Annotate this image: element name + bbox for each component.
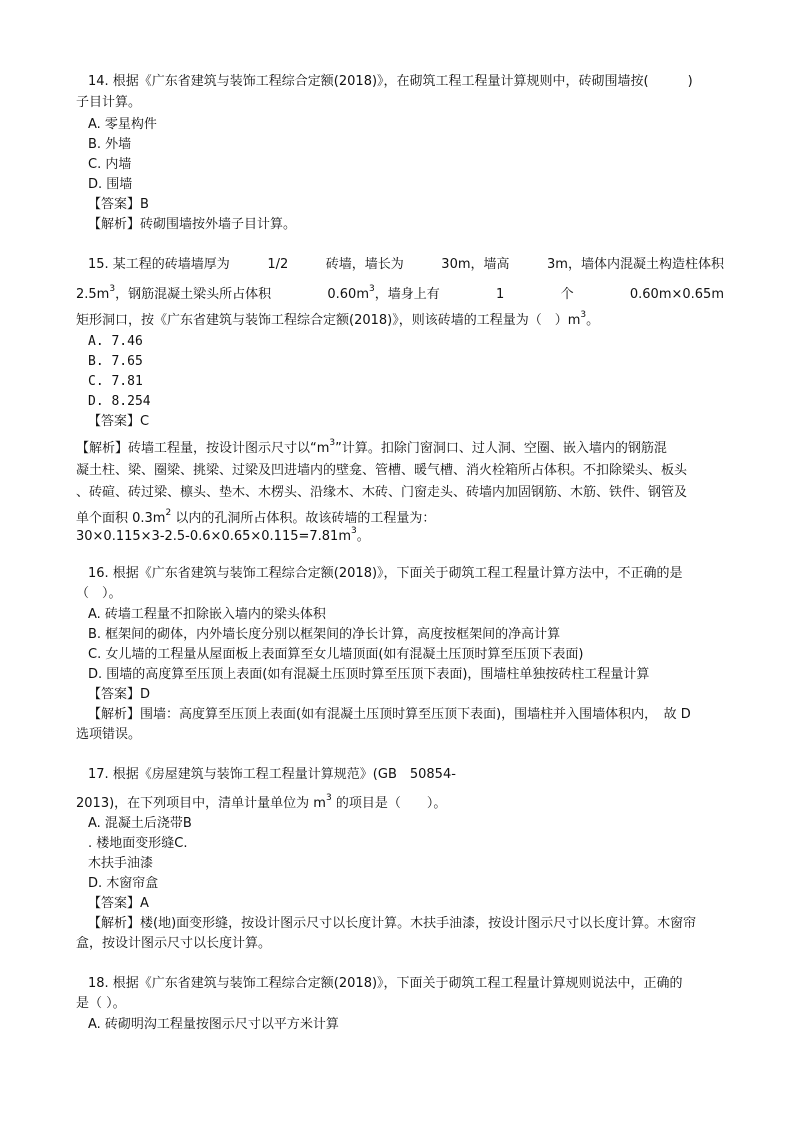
q16-option-c: C. 女儿墙的工程量从屋面板上表面算至女儿墙顶面(如有混凝土压顶时算至压顶下表面)	[88, 647, 584, 662]
q16-stem-line2: （ ）。	[76, 586, 122, 601]
q18-stem-line2: 是（ ）。	[76, 996, 126, 1011]
q15-line1-part: 3m，墙体内混凝土构造柱体积	[547, 257, 724, 272]
q14-answer: 【答案】B	[88, 197, 149, 212]
q15-option-d: D. 8.254	[88, 394, 151, 409]
q18-stem-line1: 18. 根据《广东省建筑与装饰工程综合定额(2018)》，下面关于砌筑工程工程量计算规则说法中，正确的	[88, 976, 683, 991]
q14-stem-line2: 子目计算。	[76, 95, 142, 110]
q17-option-c: 木扶手油漆	[88, 856, 154, 871]
q15-analysis-line2: 凝土柱、梁、圈梁、挑梁、过梁及凹进墙内的壁龛、管槽、暖气槽、消火栓箱所占体积。不扣除梁头、板头	[76, 463, 688, 478]
q15-line2-part: 个	[560, 287, 574, 302]
q14-option-c: C. 内墙	[88, 157, 132, 172]
q14-option-a: A. 零星构件	[88, 117, 157, 132]
q15-analysis-line3: 、砖碹、砖过梁、檩头、垫木、木楞头、沿缘木、木砖、门窗走头、砖墙内加固钢筋、木筋、铁件、钢管及	[76, 485, 688, 500]
q17-option-d: D. 木窗帘盒	[88, 876, 159, 891]
q15-option-b: B. 7.65	[88, 354, 143, 369]
q15-line2-part: $0.60m^3$，墙身上有	[327, 284, 440, 302]
q15-option-a: A. 7.46	[88, 334, 143, 349]
q15-stem-line1	[88, 256, 724, 274]
q15-analysis-line5: $30\times 0.115\times 3-2.5-0.6\times 0.65\times 0.115=7.81m^3$。	[76, 526, 370, 544]
q17-answer: 【答案】A	[88, 896, 149, 911]
q17-option-b: . 楼地面变形缝C.	[88, 836, 188, 851]
q15-stem-line3: 矩形洞口，按《广东省建筑与装饰工程综合定额(2018)》，则该砖墙的工程量为（ ）$m^3$。	[76, 310, 600, 328]
q16-analysis-line2: 选项错误。	[76, 727, 142, 742]
q16-analysis-line1: 【解析】围墙：高度算至压顶上表面(如有混凝土压顶时算至压顶下表面)，围墙柱并入围墙体积内， 故 D	[88, 707, 691, 722]
q15-line2-part: 0.60m×0.65m	[629, 287, 724, 302]
q17-option-a: A. 混凝土后浇带B	[88, 816, 192, 831]
q16-option-a: A. 砖墙工程量不扣除嵌入墙内的梁头体积	[88, 607, 326, 622]
q16-stem-line1: 16. 根据《广东省建筑与装饰工程综合定额(2018)》，下面关于砌筑工程工程量计算方法中，不正确的是	[88, 566, 683, 581]
q17-analysis-line1: 【解析】楼(地)面变形缝，按设计图示尺寸以长度计算。木扶手油漆，按设计图示尺寸以长度计算。木窗帘	[88, 916, 697, 931]
q15-answer: 【答案】C	[88, 414, 150, 429]
q14-option-d: D. 围墙	[88, 177, 133, 192]
q15-analysis-line1: 【解析】砖墙工程量，按设计图示尺寸以“$m^3$”计算。扣除门窗洞口、过人洞、空圈、嵌入墙内的钢筋混	[76, 438, 667, 456]
q15-stem-line2	[76, 286, 724, 304]
q16-option-b: B. 框架间的砌体，内外墙长度分别以框架间的净长计算，高度按框架间的净高计算	[88, 627, 561, 642]
q15-line1-part: 15. 某工程的砖墙墙厚为	[88, 257, 230, 272]
q17-stem-line1: 17. 根据《房屋建筑与装饰工程工程量计算规范》(GB 50854-	[88, 767, 456, 782]
q15-line1-part: 1/2	[267, 257, 289, 272]
q16-option-d: D. 围墙的高度算至压顶上表面(如有混凝土压顶时算至压顶下表面)，围墙柱单独按砖柱工程量计算	[88, 667, 650, 682]
q14-option-b: B. 外墙	[88, 137, 132, 152]
q18-option-a: A. 砖砌明沟工程量按图示尺寸以平方米计算	[88, 1017, 339, 1032]
q17-stem-line2: 2013)，在下列项目中，清单计量单位为 $m^3$ 的项目是（ ）。	[76, 793, 447, 811]
q16-answer: 【答案】D	[88, 687, 151, 702]
q15-option-c: C. 7.81	[88, 374, 143, 389]
q15-line1-part: 砖墙，墙长为	[325, 257, 404, 272]
q15-line1-part: 30m，墙高	[441, 257, 510, 272]
q14-stem-line1: 14. 根据《广东省建筑与装饰工程综合定额(2018)》，在砌筑工程工程量计算规则中，砖砌围墙按( )	[88, 74, 693, 89]
q17-analysis-line2: 盒，按设计图示尺寸以长度计算。	[76, 936, 272, 951]
q15-line2-part: 1	[496, 287, 505, 302]
q15-analysis-line4: 单个面积 $0.3m^2$ 以内的孔洞所占体积。故该砖墙的工程量为：	[76, 508, 436, 526]
q14-analysis: 【解析】砖砌围墙按外墙子目计算。	[88, 217, 297, 232]
q15-line2-part: $2.5m^3$，钢筋混凝土梁头所占体积	[76, 284, 272, 302]
